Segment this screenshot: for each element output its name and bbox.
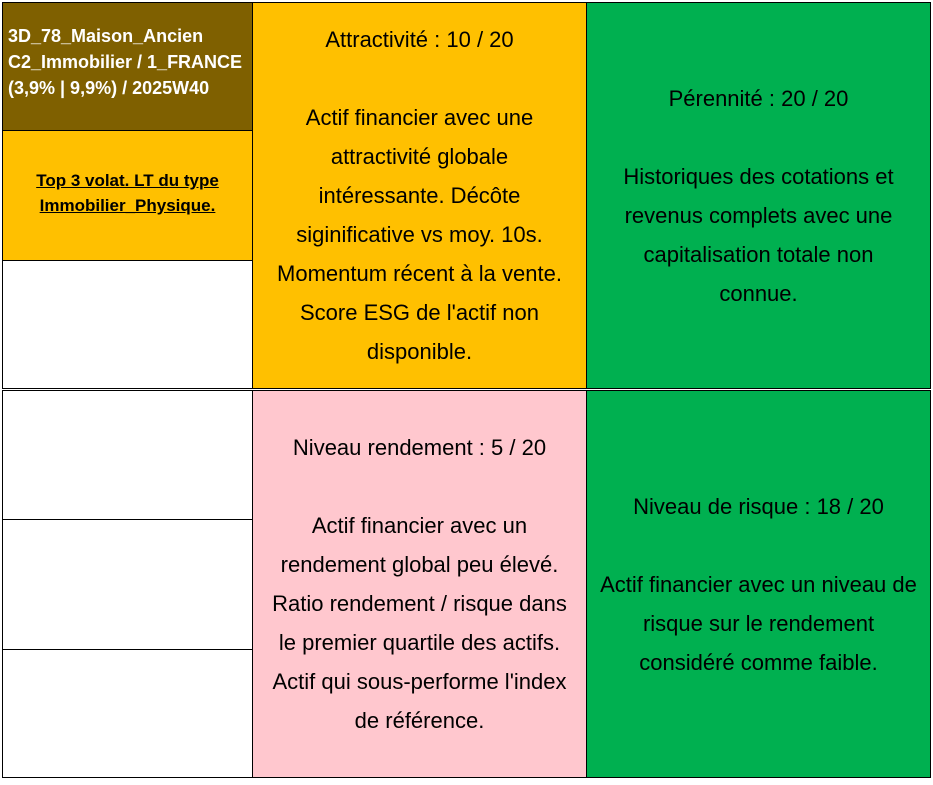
asset-tag-text bbox=[3, 131, 252, 218]
empty-cell bbox=[2, 519, 253, 650]
perennite-line: Historiques des cotations et bbox=[623, 163, 894, 189]
rendement-line: Actif qui sous-performe l'index bbox=[272, 669, 567, 694]
attractivite-line: siginificative vs moy. 10s. bbox=[296, 222, 543, 247]
perennite-panel bbox=[586, 2, 931, 389]
risque-panel bbox=[586, 390, 931, 778]
perennite-line: capitalisation totale non bbox=[643, 241, 874, 267]
attractivite-line: Momentum récent à la vente. bbox=[277, 261, 562, 286]
rendement-line: Ratio rendement / risque dans bbox=[272, 591, 567, 616]
attractivite-title: Attractivité : 10 / 20 bbox=[325, 27, 514, 52]
attractivite-line: intéressante. Décôte bbox=[318, 183, 521, 208]
risque-title: Niveau de risque : 18 / 20 bbox=[633, 493, 884, 519]
asset-tag-line: Immobilier_Physique. bbox=[39, 196, 216, 215]
asset-tag-line: Top 3 volat. LT du type bbox=[36, 171, 219, 190]
rendement-panel bbox=[252, 390, 587, 778]
asset-header-cell bbox=[2, 2, 253, 131]
rendement-line: de référence. bbox=[354, 708, 485, 733]
rendement-line: rendement global peu élevé. bbox=[280, 552, 559, 577]
asset-category: C2_Immobilier / 1_FRANCE bbox=[8, 52, 243, 72]
perennite-line: revenus complets avec une bbox=[624, 202, 893, 228]
risque-line: considéré comme faible. bbox=[639, 649, 878, 675]
empty-cell bbox=[2, 649, 253, 778]
rendement-line: Actif financier avec un bbox=[311, 513, 528, 538]
asset-header-text bbox=[3, 3, 252, 101]
risque-line: Actif financier avec un niveau de bbox=[600, 571, 917, 597]
perennite-line: connue. bbox=[719, 280, 798, 306]
rendement-line: le premier quartile des actifs. bbox=[278, 630, 561, 655]
asset-tag-cell bbox=[2, 130, 253, 261]
attractivite-panel bbox=[252, 2, 587, 389]
asset-stats: (3,9% | 9,9%) / 2025W40 bbox=[8, 78, 210, 98]
risque-line: risque sur le rendement bbox=[642, 610, 875, 636]
attractivite-line: Actif financier avec une bbox=[305, 105, 534, 130]
attractivite-line: Score ESG de l'actif non bbox=[300, 300, 539, 325]
attractivite-line: disponible. bbox=[366, 339, 473, 364]
asset-name: 3D_78_Maison_Ancien bbox=[8, 26, 204, 46]
perennite-title: Pérennité : 20 / 20 bbox=[668, 85, 849, 111]
empty-cell bbox=[2, 260, 253, 389]
empty-cell bbox=[2, 390, 253, 520]
rendement-title: Niveau rendement : 5 / 20 bbox=[292, 435, 547, 460]
attractivite-line: attractivité globale bbox=[330, 144, 509, 169]
